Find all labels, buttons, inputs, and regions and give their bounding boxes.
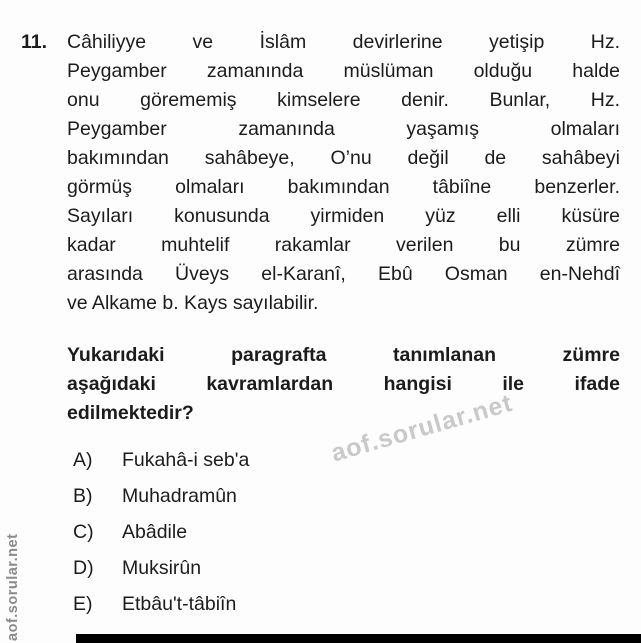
option-row-d[interactable]: [73, 557, 493, 593]
option-text: Etbâu't-tâbiîn: [122, 593, 237, 615]
paragraph-line: Sayıları konusunda yirmiden yüz elli küsüre: [67, 205, 620, 227]
prompt-line: edilmektedir?: [67, 402, 194, 424]
option-text: Fukahâ-i seb'a: [122, 449, 250, 471]
paragraph-line: bakımından sahâbeye, O’nu değil de sahâbeyi: [67, 147, 620, 169]
prompt-line: aşağıdaki kavramlardan hangisi ile ifade: [67, 373, 620, 395]
paragraph-line: ve Alkame b. Kays sayılabilir.: [67, 292, 319, 314]
option-text: Abâdile: [122, 521, 188, 543]
paragraph-line: Peygamber zamanında müslüman olduğu halde: [67, 60, 620, 82]
option-letter: D): [73, 557, 94, 579]
watermark-diagonal: aof.sorular.net: [328, 388, 516, 468]
question-paragraph: [67, 28, 620, 318]
option-row-a[interactable]: [73, 449, 493, 485]
question-prompt: [67, 341, 620, 428]
paragraph-line: görmüş olmaları bakımından tâbiîne benzerler.: [67, 176, 620, 198]
option-row-c[interactable]: [73, 521, 493, 557]
question-number: 11.: [21, 31, 48, 53]
paragraph-line: kadar muhtelif rakamlar verilen bu zümre: [67, 234, 620, 256]
option-text: Muhadramûn: [122, 485, 237, 507]
option-letter: E): [73, 593, 93, 615]
paragraph-line: arasında Üveys el-Karanî, Ebû Osman en-Nehdî: [67, 263, 620, 285]
option-text: Muksirûn: [122, 557, 202, 579]
paragraph-line: Peygamber zamanında yaşamış olmaları: [67, 118, 620, 140]
option-letter: B): [73, 485, 93, 507]
paragraph-line: onu görememiş kimselere denir. Bunlar, Hz.: [67, 89, 620, 111]
option-row-e[interactable]: [73, 593, 493, 629]
option-letter: C): [73, 521, 94, 543]
bottom-bar: [76, 634, 641, 643]
option-row-b[interactable]: [73, 485, 493, 521]
option-letter: A): [73, 449, 93, 471]
watermark-vertical: aof.sorular.net: [5, 533, 21, 641]
paragraph-line: Câhiliyye ve İslâm devirlerine yetişip Hz.: [67, 31, 620, 53]
options-list: [73, 449, 493, 629]
prompt-line: Yukarıdaki paragrafta tanımlanan zümre: [67, 344, 620, 366]
